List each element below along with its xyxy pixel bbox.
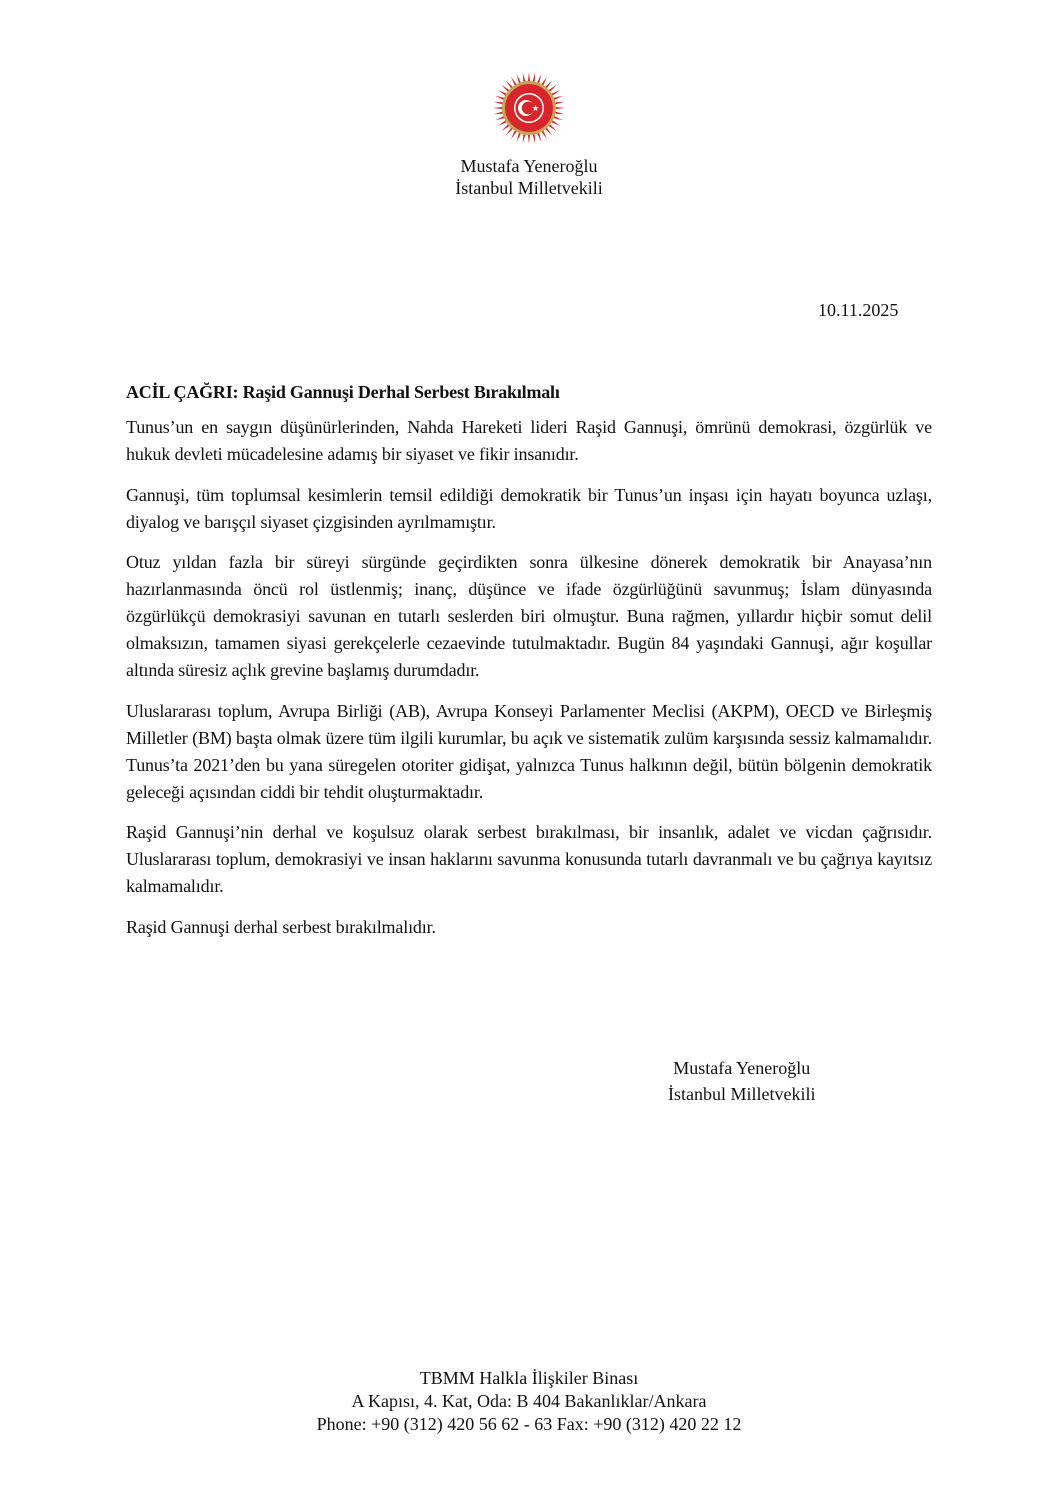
emblem-ray: [493, 107, 503, 109]
signature-name: Mustafa Yeneroğlu: [673, 1058, 811, 1078]
document-body: [126, 414, 932, 954]
footer-office: A Kapısı, 4. Kat, Oda: B 404 Bakanlıklar/Ankara: [351, 1391, 707, 1411]
header-role: İstanbul Milletvekili: [455, 178, 603, 198]
document-date: 10.11.2025: [818, 300, 899, 320]
emblem-ray: [523, 73, 526, 83]
signature-role: İstanbul Milletvekili: [668, 1084, 816, 1104]
emblem-ray: [528, 72, 530, 82]
emblem-ray: [523, 133, 526, 143]
footer-building: TBMM Halkla İlişkiler Binası: [419, 1368, 639, 1388]
emblem-ray: [528, 134, 530, 144]
document-title: ACİL ÇAĞRI: Raşid Gannuşi Derhal Serbest Bırakılmalı: [126, 382, 560, 402]
paragraph: Tunus’un en saygın düşünürlerinden, Nahda Hareketi lideri Raşid Gannuşi, ömrünü demokrasi, özgürlük ve hukuk devleti mücadelesine adamış bir siyaset ve fikir insanıdır.: [126, 417, 932, 464]
emblem-ray: [554, 102, 564, 105]
paragraph: Raşid Gannuşi derhal serbest bırakılmalıdır.: [126, 916, 436, 937]
paragraph: Uluslararası toplum, Avrupa Birliği (AB), Avrupa Konseyi Parlamenter Meclisi (AKPM), OECD ve Birleşmiş Milletler (BM) başta olmak üzere tüm ilgili kurumlar, bu açık ve sistematik zulüm karşısında sessiz kalmamalıdır. Tunus’ta 2021’den bu yana süregelen otoriter gidişat, yalnızca Tunus halkının değil, bütün bölgenin demokratik geleceği açısından ciddi bir tehdit oluşturmaktadır.: [126, 700, 932, 802]
emblem-ray: [554, 111, 564, 114]
emblem-svg: [492, 71, 566, 145]
emblem-ray: [555, 107, 565, 109]
footer-contact: Phone: +90 (312) 420 56 62 - 63 Fax: +90 (312) 420 22 12: [316, 1414, 742, 1434]
emblem-ray: [494, 102, 504, 105]
paragraph: Raşid Gannuşi’nin derhal ve koşulsuz olarak serbest bırakılması, bir insanlık, adalet ve vicdan çağrısıdır. Uluslararası toplum, demokrasiyi ve insan haklarını savunma konusunda tutarlı davranmalı ve bu çağrıya kayıtsız kalmamalıdır.: [126, 822, 932, 896]
signature-block: [668, 1055, 815, 1107]
letterhead: [0, 155, 1058, 199]
emblem-ray: [494, 111, 504, 114]
tbmm-emblem-icon: [492, 71, 566, 145]
emblem-ray: [532, 73, 535, 83]
paragraph: Otuz yıldan fazla bir süreyi sürgünde geçirdikten sonra ülkesine dönerek demokratik bir Anayasa’nın hazırlanmasında öncü rol üstlenmiş; inanç, düşünce ve ifade özgürlüğünü savunmuş; İslam dünyasında özgürlükçü demokrasiyi savunan en tutarlı seslerden biri olmuştur. Buna rağmen, yıllardır hiçbir somut delil olmaksızın, tamamen siyasi gerekçelerle cezaevinde tutulmaktadır. Bugün 84 yaşındaki Gannuşi, ağır koşullar altında süresiz açlık grevine başlamış durumdadır.: [126, 552, 932, 680]
emblem-ray: [532, 133, 535, 143]
crescent-inner: [522, 102, 535, 115]
paragraph: Gannuşi, tüm toplumsal kesimlerin temsil edildiği demokratik bir Tunus’un inşası için hayatı boyunca uzlaşı, diyalog ve barışçıl siyaset çizgisinden ayrılmamıştır.: [126, 484, 932, 532]
header-name: Mustafa Yeneroğlu: [460, 156, 598, 176]
footer-address: [0, 1367, 1058, 1436]
